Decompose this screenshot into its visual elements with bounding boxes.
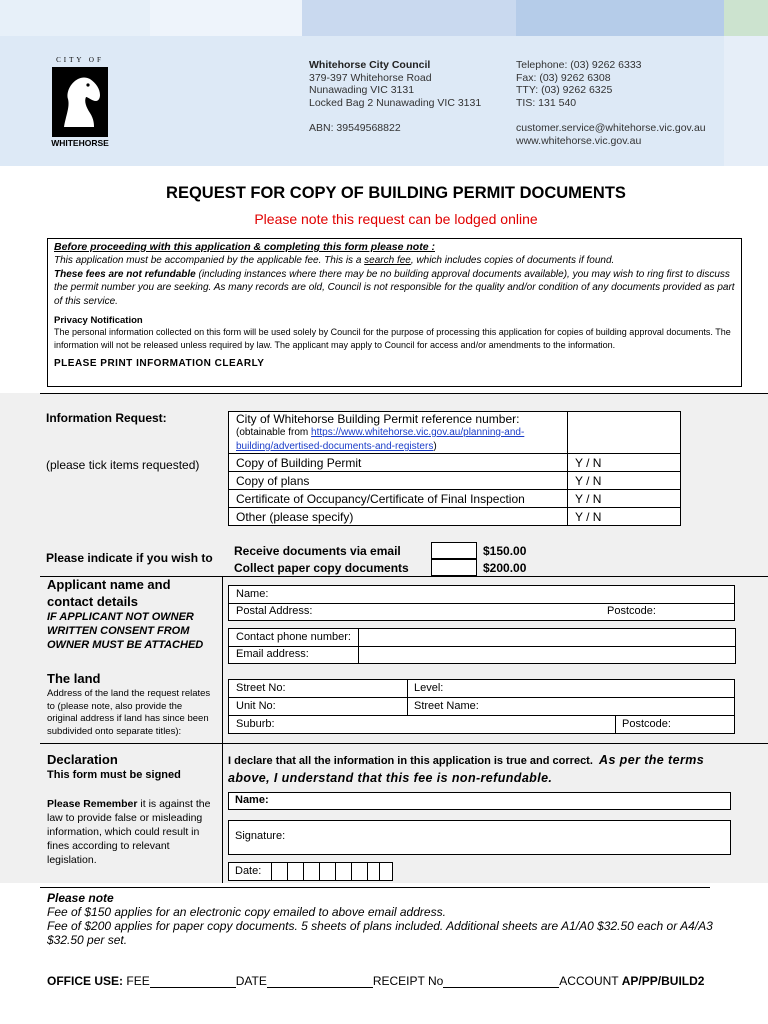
- date-cell-divider: [319, 863, 320, 880]
- date-cell-divider: [271, 863, 272, 880]
- divider: [229, 697, 734, 698]
- declaration-statement: [228, 752, 738, 788]
- council-address-block: [309, 59, 481, 135]
- address-line: Locked Bag 2 Nunawading VIC 3131: [309, 96, 482, 109]
- email-option-box[interactable]: [431, 542, 477, 559]
- fee-label: FEE: [126, 974, 150, 988]
- remember-note: [47, 797, 217, 867]
- tty: TTY: (03) 9262 6325: [516, 84, 613, 96]
- address-line: Nunawading VIC 3131: [309, 84, 415, 96]
- date-cell-divider: [351, 863, 352, 880]
- info-request-table: [228, 411, 681, 526]
- decl-name-label: Name:: [235, 794, 269, 806]
- online-lodgement-note: Please note this request can be lodged online: [254, 211, 538, 227]
- office-use-label: OFFICE USE:: [47, 974, 124, 988]
- delivery-label: Please indicate if you wish to: [46, 551, 213, 565]
- print-clearly: PLEASE PRINT INFORMATION CLEARLY: [54, 358, 265, 369]
- account-code: AP/PP/BUILD2: [621, 974, 705, 988]
- header-band: [0, 0, 150, 36]
- suburb-label: Suburb:: [236, 718, 275, 730]
- applicant-title: Applicant name and: [47, 577, 171, 592]
- table-row: [229, 454, 681, 472]
- header-band: [724, 36, 768, 166]
- divider: [40, 743, 768, 744]
- date-blank[interactable]: [267, 976, 373, 988]
- email-fee: $150.00: [483, 544, 527, 558]
- must-sign-note: This form must be signed: [47, 769, 181, 781]
- item-label: Copy of plans: [229, 472, 568, 490]
- non-refundable-terms: As per the terms above, I understand that this fee is non-refundable.: [228, 753, 705, 785]
- consent-warning: OWNER MUST BE ATTACHED: [47, 639, 204, 651]
- email-label: Email address:: [236, 648, 309, 660]
- email-option-label: Receive documents via email: [234, 544, 401, 558]
- postcode-label: Postcode:: [607, 605, 656, 617]
- council-name: Whitehorse City Council: [309, 59, 431, 71]
- notice-text: (including instances where there may be no building approval documents available), you may wish to ring first to discuss the permit number you are seeking. As many records are old, Council is not responsible for the quality and/or condition of any documents provided as part of this service.: [54, 268, 735, 307]
- fee-blank[interactable]: [150, 976, 236, 988]
- fee-note-line: Fee of $200 applies for paper copy documents. 5 sheets of plans included. Additional sheets are A1/A0 $32.50 each or A4/A3 $32.50 per set.: [47, 919, 713, 947]
- divider: [229, 603, 734, 604]
- tis: TIS: 131 540: [516, 96, 577, 109]
- consent-warning: WRITTEN CONSENT FROM: [47, 625, 190, 637]
- level-label: Level:: [414, 682, 444, 694]
- account-label: ACCOUNT: [559, 974, 619, 988]
- ref-obtain: [236, 425, 560, 453]
- info-request-label: Information Request:: [46, 411, 167, 425]
- fee-notes-heading: Please note: [47, 891, 114, 905]
- paper-option-box[interactable]: [431, 559, 477, 576]
- privacy-text: The personal information collected on this form will be used solely by Council for the purpose of processing this application for copies of building approval documents. The information will not be released unless required by law. The applicant may apply to Council for access and/or amendments to the information.: [54, 327, 731, 350]
- declaration-name-field[interactable]: [228, 792, 731, 810]
- item-choice[interactable]: Y / N: [568, 508, 681, 526]
- divider: [40, 393, 768, 394]
- receipt-label: RECEIPT No: [372, 974, 444, 988]
- item-label: Copy of Building Permit: [229, 454, 568, 472]
- horse-head-icon: [52, 67, 108, 137]
- abn: ABN: 39549568822: [309, 122, 401, 134]
- date-cell-divider: [379, 863, 380, 880]
- notice-fee-line: [54, 254, 735, 268]
- signature-field[interactable]: [228, 820, 731, 855]
- permit-register-link[interactable]: https://www.whitehorse.vic.gov.au/planning-and-building/advertised-documents-and-registers: [236, 427, 525, 452]
- date-cell-divider: [287, 863, 288, 880]
- receipt-blank[interactable]: [443, 976, 559, 988]
- divider: [40, 887, 710, 888]
- header-band: [724, 0, 768, 36]
- item-choice[interactable]: Y / N: [568, 454, 681, 472]
- page-title: REQUEST FOR COPY OF BUILDING PERMIT DOCUMENTS: [166, 184, 626, 202]
- ref-number-label: [229, 412, 568, 454]
- item-label: Certificate of Occupancy/Certificate of Final Inspection: [229, 490, 568, 508]
- table-row: [229, 472, 681, 490]
- info-request-hint: (please tick items requested): [46, 458, 200, 472]
- table-row: [229, 508, 681, 526]
- letterhead: [0, 0, 768, 166]
- column-divider: [222, 576, 223, 883]
- ref-label: City of Whitehorse Building Permit reference number:: [236, 412, 520, 426]
- ref-number-input[interactable]: [568, 412, 681, 454]
- remember-text: it is against the law to provide false or misleading information, which could result in fines according to relevant legislation.: [47, 798, 211, 866]
- paper-fee: $200.00: [483, 561, 527, 575]
- notice-text: This application must be accompanied by the applicable fee. This is a: [54, 255, 365, 266]
- notice-heading: Before proceeding with this application & completing this form please note :: [54, 241, 435, 253]
- land-address-box: [228, 679, 735, 734]
- not-refundable-text: These fees are not refundable: [54, 268, 196, 280]
- land-description: Address of the land the request relates to (please note, also provide the original address if land has since been subdivided onto separate titles):: [47, 688, 211, 737]
- notice-refund-line: [54, 268, 735, 309]
- header-band: [302, 0, 516, 36]
- street-no-label: Street No:: [236, 682, 286, 694]
- council-logo: [44, 56, 116, 150]
- date-field[interactable]: [228, 862, 393, 881]
- telephone: Telephone: (03) 9262 6333: [516, 59, 642, 71]
- website-link[interactable]: www.whitehorse.vic.gov.au: [516, 134, 642, 147]
- name-label: Name:: [236, 588, 269, 600]
- date-cell-divider: [367, 863, 368, 880]
- phone-label: Contact phone number:: [236, 631, 351, 643]
- date-label: DATE: [235, 974, 267, 988]
- fax: Fax: (03) 9262 6308: [516, 71, 611, 84]
- email-link[interactable]: customer.service@whitehorse.vic.gov.au: [516, 122, 706, 134]
- item-choice[interactable]: Y / N: [568, 490, 681, 508]
- unit-no-label: Unit No:: [236, 700, 276, 712]
- paper-option-label: Collect paper copy documents: [234, 561, 409, 575]
- item-label: Other (please specify): [229, 508, 568, 526]
- fee-note-line: Fee of $150 applies for an electronic copy emailed to above email address.: [47, 905, 446, 919]
- divider: [615, 715, 616, 733]
- date-label: Date:: [235, 865, 262, 877]
- fee-notes: [47, 891, 727, 947]
- divider: [229, 715, 734, 716]
- declaration-title: Declaration: [47, 752, 118, 767]
- notice-text: , which includes copies of documents if found.: [410, 255, 615, 266]
- land-postcode-label: Postcode:: [622, 718, 671, 730]
- divider: [229, 646, 735, 647]
- table-row: [229, 412, 681, 454]
- office-use-line: [47, 974, 704, 988]
- logo-bottom-text: WHITEHORSE: [51, 138, 109, 148]
- search-fee-term: search fee: [364, 255, 411, 266]
- street-name-label: Street Name:: [414, 700, 479, 712]
- table-row: [229, 490, 681, 508]
- applicant-title: contact details: [47, 594, 139, 609]
- signature-label: Signature:: [235, 830, 286, 842]
- remember-heading: Please Remember: [47, 798, 138, 810]
- declaration-text: I declare that all the information in this application is true and correct.: [228, 755, 593, 767]
- ref-close: ): [433, 441, 437, 452]
- consent-warning: IF APPLICANT NOT OWNER: [47, 611, 194, 623]
- header-band: [150, 0, 302, 36]
- item-choice[interactable]: Y / N: [568, 472, 681, 490]
- logo-top-text: CITY OF: [56, 56, 104, 64]
- privacy-heading: Privacy Notification: [54, 315, 143, 326]
- address-line: 379-397 Whitehorse Road: [309, 71, 432, 84]
- council-contact-block: [516, 59, 706, 147]
- date-cell-divider: [335, 863, 336, 880]
- applicant-contact-box: [228, 628, 736, 664]
- header-band: [516, 0, 724, 36]
- date-cell-divider: [303, 863, 304, 880]
- postal-label: Postal Address:: [236, 605, 313, 617]
- notice-box: [47, 238, 742, 387]
- ref-obtain-text: (obtainable from: [236, 427, 312, 438]
- land-title: The land: [47, 671, 101, 686]
- applicant-name-address-box: [228, 585, 735, 621]
